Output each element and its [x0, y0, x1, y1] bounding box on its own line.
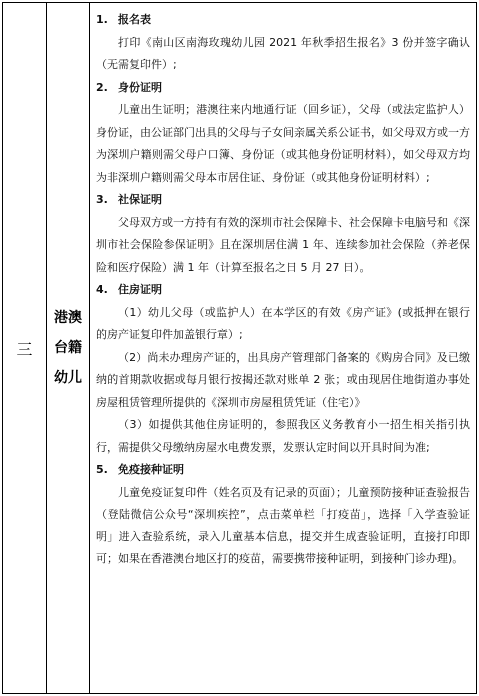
- section-paragraph: 父母双方或一方持有有效的深圳市社会保障卡、社会保障卡电脑号和《深圳市社会保险参保证明》且在深圳居住满 1 年、连续参加社会保险（养老保险和医疗保险）满 1 年（计算至报名之日 5 月 27 日）。: [96, 215, 470, 274]
- row-number: 三: [16, 341, 33, 359]
- section-number: 3.: [96, 193, 108, 206]
- category-cell: [47, 3, 90, 693]
- section-registration-form: [96, 9, 470, 77]
- section-identity-proof: [96, 77, 470, 190]
- section-number: 1.: [96, 13, 108, 26]
- section-title: [96, 9, 470, 32]
- section-number: 5.: [96, 463, 108, 476]
- category-line-3: 幼儿: [54, 370, 82, 386]
- section-paragraph: 打印《南山区南海玫瑰幼儿园 2021 年秋季招生报名》3 份并签字确认（无需复印件）;: [96, 35, 470, 71]
- section-title-text: 免疫接种证明: [118, 463, 184, 476]
- section-title: [96, 189, 470, 212]
- section-paragraph: 儿童免疫证复印件（姓名页及有记录的页面）；儿童预防接种证查验报告（登陆微信公众号“深圳疾控”，点击菜单栏「打疫苗」，选择「入学查验证明」进入查验系统，录入儿童基本信息，提交并生成查验证明，直接打印即可；如果在香港澳台地区打的疫苗，需要携带接种证明，到接种门诊办理)。: [96, 485, 470, 565]
- section-paragraph: （2）尚未办理房产证的，出具房产管理部门备案的《购房合同》及已缴纳的首期款收据或每月银行按揭还款对账单 2 张；或由现居住地街道办事处房屋租赁管理所提供的《深圳市房屋租赁凭证（住宅）》: [96, 350, 470, 409]
- section-paragraph: 儿童出生证明；港澳往来内地通行证（回乡证），父母（或法定监护人）身份证，由公证部门出具的父母与子女间亲属关系公证书，如父母双方或一方为深圳户籍则需父母户口簿、身份证（或其他身份证明材料），如父母双方均为非深圳户籍则需父母本市居住证、身份证（或其他身份证明材料）;: [96, 103, 470, 184]
- category-line-1: 港澳: [54, 310, 82, 326]
- category-line-2: 台籍: [54, 340, 82, 356]
- section-immunization-proof: [96, 459, 470, 570]
- requirements-cell: [90, 3, 476, 693]
- row-number-cell: [3, 3, 47, 693]
- section-title-text: 身份证明: [118, 80, 162, 94]
- section-number: 2.: [96, 80, 108, 94]
- section-number: 4.: [96, 283, 108, 296]
- section-paragraph: （3）如提供其他住房证明的，参照我区义务教育小一招生相关指引执行，需提供父母缴纳房屋水电费发票，发票认定时间以开具时间为准;: [96, 418, 470, 454]
- section-title-text: 报名表: [118, 13, 151, 26]
- section-housing-proof: [96, 279, 470, 459]
- document-table: [2, 2, 477, 694]
- section-title: [96, 77, 470, 100]
- section-paragraph: （1）幼儿父母（或监护人）在本学区的有效《房产证》(或抵押在银行的房产证复印件加盖银行章）;: [96, 305, 470, 341]
- section-social-security-proof: [96, 189, 470, 279]
- section-title: [96, 459, 470, 482]
- section-title: [96, 279, 470, 302]
- section-title-text: 社保证明: [118, 193, 162, 206]
- section-title-text: 住房证明: [118, 283, 162, 296]
